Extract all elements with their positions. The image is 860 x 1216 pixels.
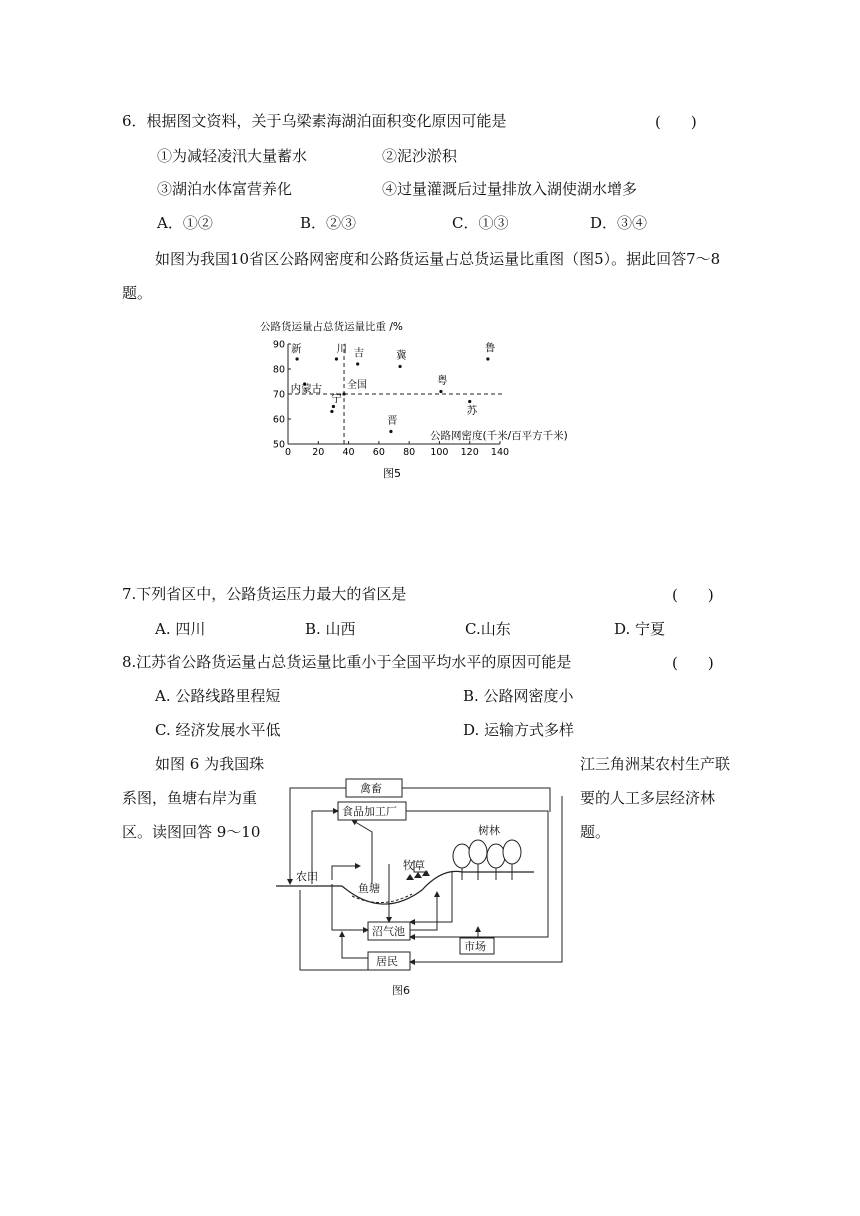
fig6-factory-label: 食品加工厂 [342,805,397,818]
fig5-x-tick-label: 20 [312,447,325,458]
intro-9-10-l2a: 系图，鱼塘右岸为重 [122,789,258,807]
q6-option-d: D．③④ [590,214,648,232]
fig5-data-point [468,400,471,403]
fig5-x-tick-label: 140 [490,447,510,458]
fig6-livestock-label: 禽畜 [360,782,382,795]
intro-9-10-l1b: 江三角洲某农村生产联 [580,755,731,773]
fig6-market-label: 市场 [464,940,486,953]
fig5-y-tick-label: 70 [272,389,285,401]
intro-9-10-l2b: 要的人工多层经济林 [580,789,716,807]
q7-option-d: D. 宁夏 [614,620,666,638]
fig5-y-tick-label: 50 [272,439,285,451]
q6-statement-3: ③湖泊水体富营养化 [157,180,293,198]
intro-7-8-line1: 如图为我国10省区公路网密度和公路货运量占总货运量比重图（图5）。据此回答7～8 [155,250,721,268]
fig5-data-point [330,410,333,413]
fig5-point-label: 内蒙古 [290,383,323,395]
q7-option-b: B. 山西 [305,620,356,638]
fig5-data-point [335,357,338,360]
q7-option-c: C.山东 [465,620,511,638]
fig6-fishpond-label: 鱼塘 [358,882,380,895]
fig5-point-label: 粤 [436,374,448,387]
fig5-y-axis-label: 公路货运量占总货运量比重 /% [260,321,403,333]
fig5-national-label: 全国 [347,380,368,391]
q8-option-b: B. 公路网密度小 [463,687,574,705]
fig5-x-tick-label: 40 [342,447,355,458]
fig5-data-point [486,357,489,360]
intro-9-10-l3b: 题。 [580,823,611,841]
q8-stem: 8.江苏省公路货运量占总货运量比重小于全国平均水平的原因可能是 [122,653,572,671]
fig5-caption: 图5 [383,467,401,480]
q6-answer-paren: ( ) [655,113,697,131]
fig5-x-tick-label: 100 [430,447,449,458]
q8-option-a: A. 公路线路里程短 [155,687,281,705]
fig5-points [291,341,496,433]
figure-6-production-diagram [272,772,572,1002]
fig5-point-label: 吉 [353,347,365,359]
figure-5-scatter-chart [250,318,610,483]
fig6-pasture-label: 牧草 [403,859,425,872]
fig6-forest-label: 树林 [478,824,500,837]
fig5-point-label: 新 [291,343,302,355]
q7-stem: 7.下列省区中，公路货运压力最大的省区是 [122,585,407,603]
fig5-x-tick-label: 120 [460,447,479,458]
fig6-caption: 图6 [392,984,410,997]
fig6-trees-icon [453,840,521,880]
fig5-point-label: 冀 [396,349,407,362]
fig5-x-tick-label: 80 [403,447,416,458]
fig5-y-tick-label: 80 [272,364,285,376]
q8-option-d: D. 运输方式多样 [463,721,575,739]
fig5-x-axis-label: 公路网密度(千米/百平方千米) [430,430,568,442]
fig5-data-point [398,365,401,368]
fig6-farmland-label: 农田 [296,870,318,883]
q6-statement-4: ④过量灌溉后过量排放入湖使湖水增多 [382,180,638,198]
fig5-point-label: 晋 [386,414,398,427]
fig5-point-label: 川 [336,343,347,355]
fig5-national-point [342,392,345,395]
q6-option-a: A．①② [157,214,213,232]
intro-9-10-l1a: 如图 6 为我国珠 [155,755,265,773]
fig5-data-point [332,405,335,408]
fig6-biogas-label: 沼气池 [372,925,405,938]
fig5-point-label: 宁 [331,392,342,405]
fig5-data-point [295,357,298,360]
q6-statement-1: ①为减轻凌汛大量蓄水 [157,147,308,165]
q8-answer-paren: ( ) [672,654,714,672]
fig5-data-point [439,390,442,393]
fig5-x-tick-label: 0 [284,447,292,458]
fig5-data-point [389,430,392,433]
q6-statement-2: ②泥沙淤积 [382,147,458,165]
fig6-residents-label: 居民 [376,955,398,968]
q6-option-c: C．①③ [452,214,509,232]
fig5-x-tick-label: 60 [372,447,385,458]
fig5-point-label: 苏 [466,404,478,417]
intro-9-10-l3a: 区。读图回答 9～10 [122,823,261,841]
intro-7-8-line2: 题。 [122,284,153,302]
q6-option-b: B．②③ [300,214,357,232]
q7-answer-paren: ( ) [672,586,714,604]
q7-option-a: A. 四川 [155,620,206,638]
fig5-y-tick-label: 90 [272,339,285,351]
fig5-data-point [356,362,359,365]
q6-stem: 6．根据图文资料，关于乌梁素海湖泊面积变化原因可能是 [122,112,507,130]
fig5-point-label: 鲁 [484,342,496,354]
fig5-y-tick-label: 60 [272,414,285,426]
q8-option-c: C. 经济发展水平低 [155,721,281,739]
